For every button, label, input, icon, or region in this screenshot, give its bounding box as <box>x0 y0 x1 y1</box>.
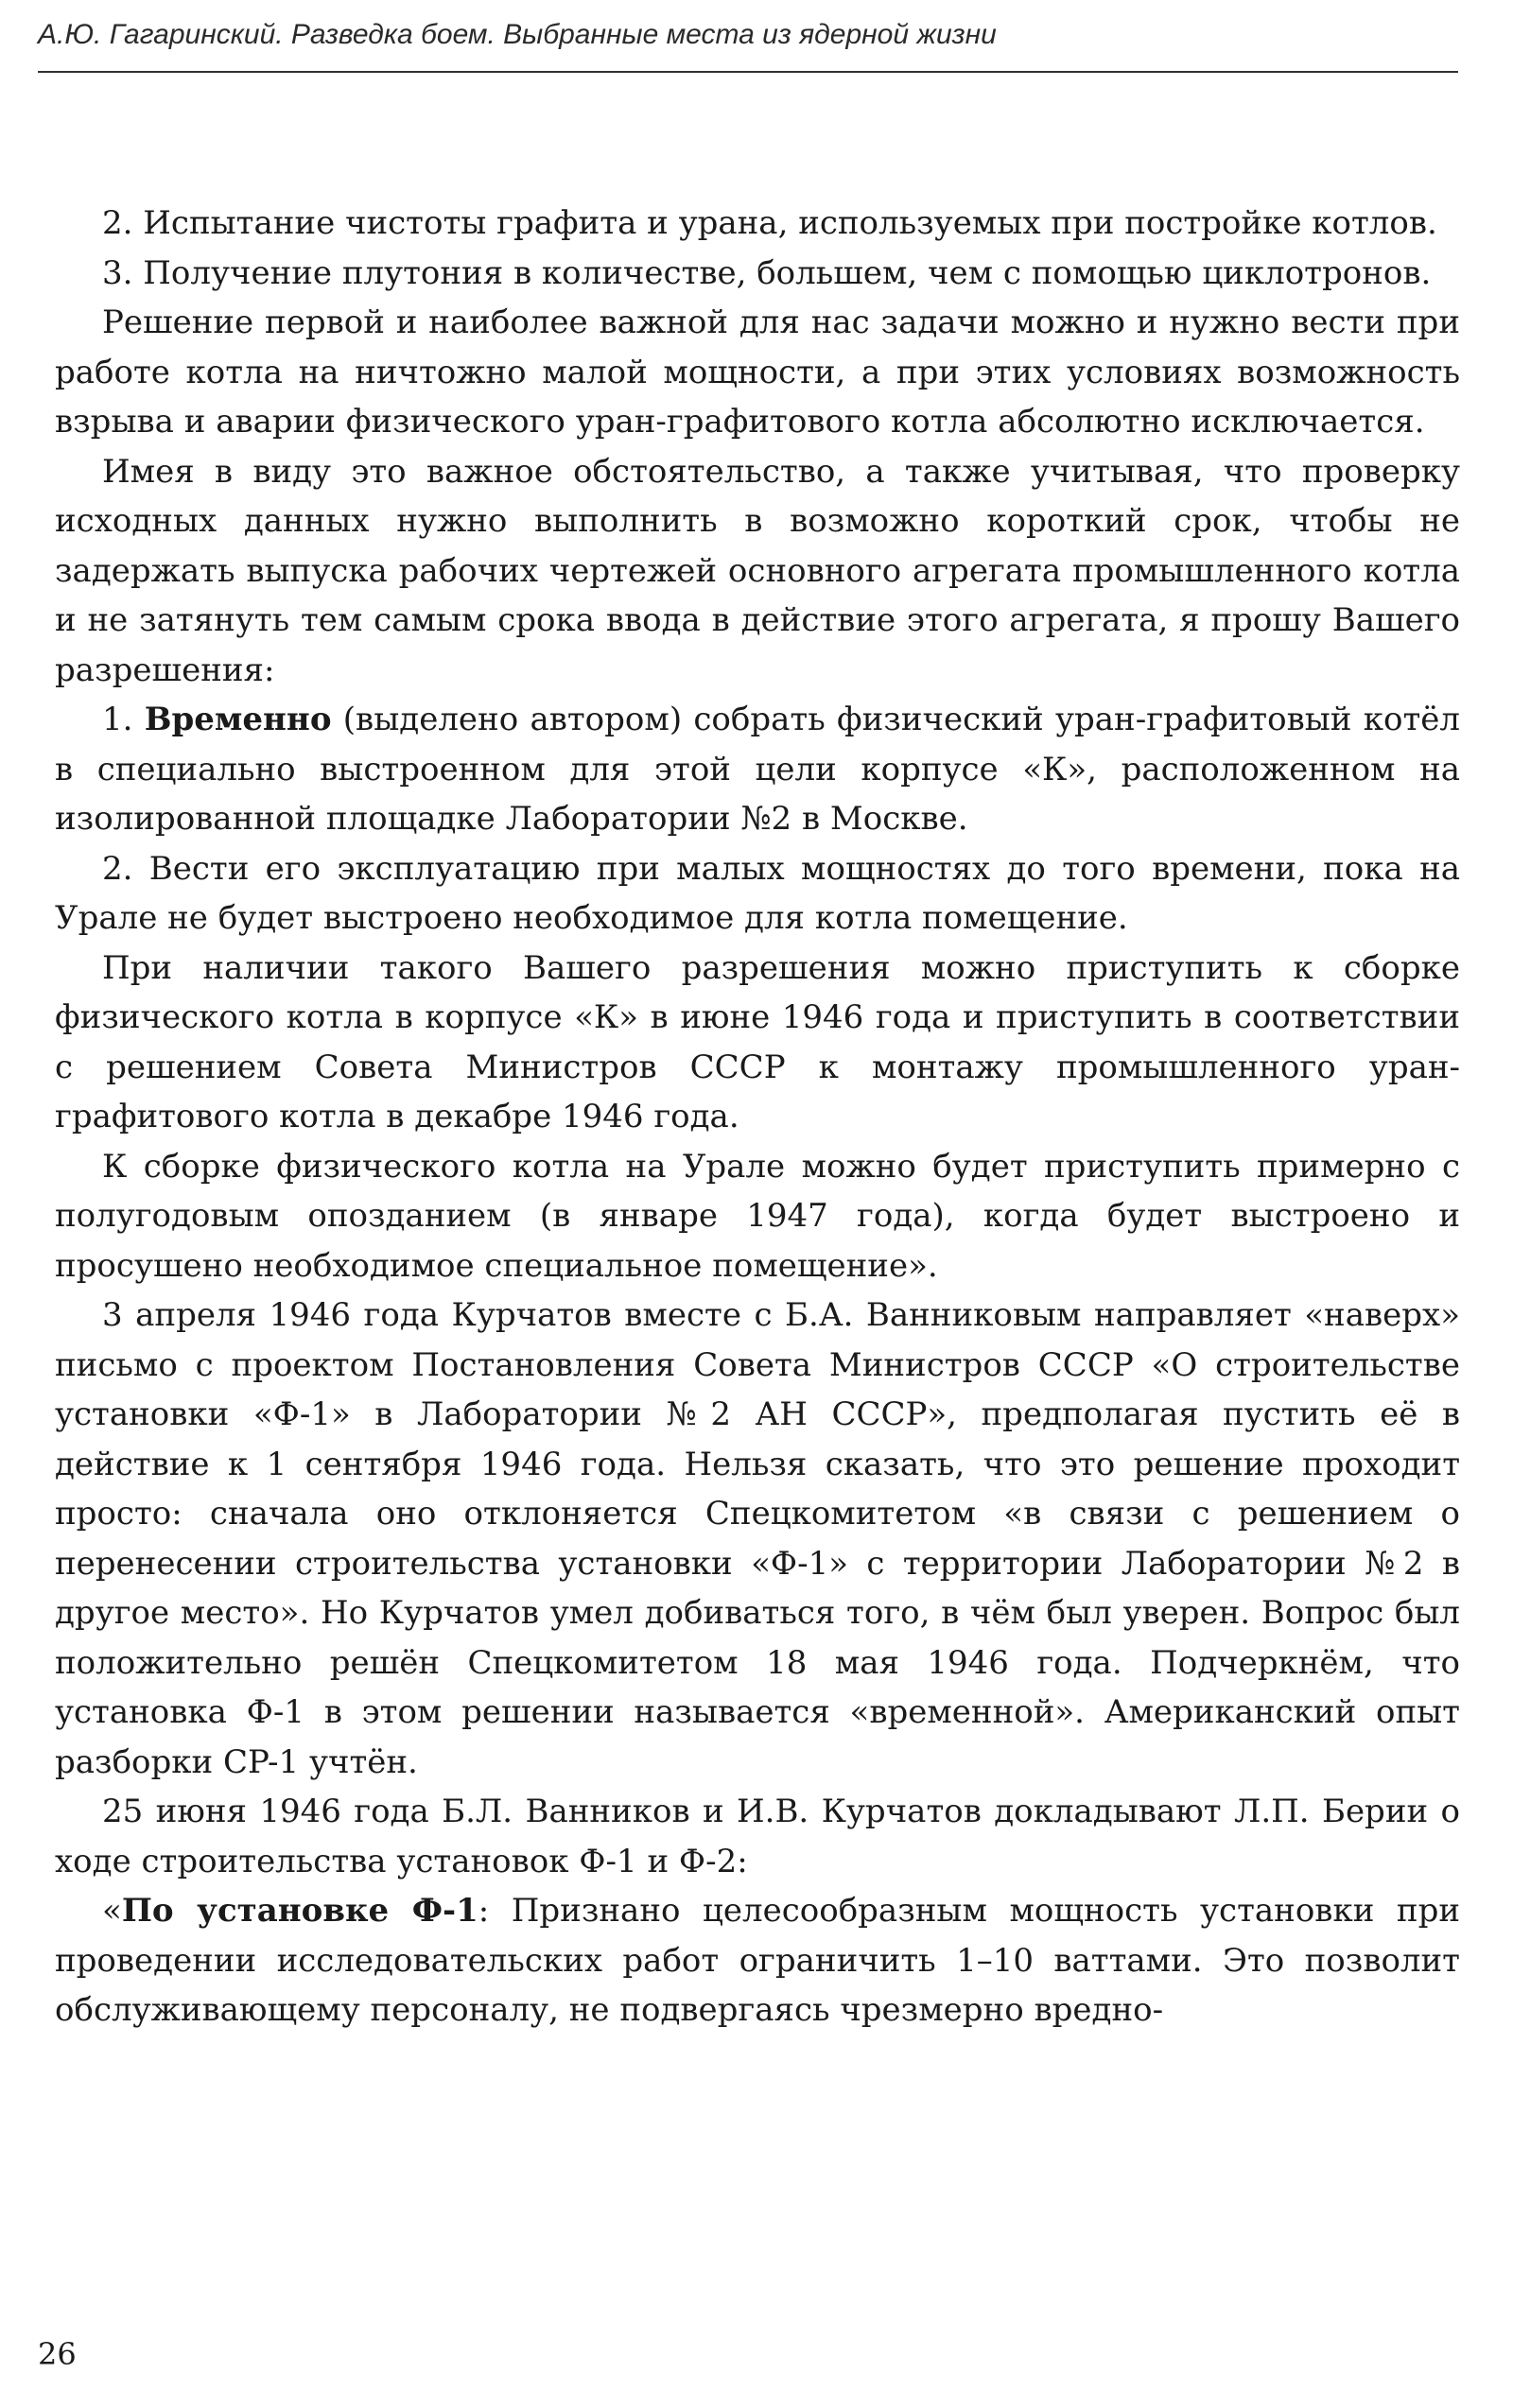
list-number: 1. <box>102 701 145 738</box>
paragraph: При наличии такого Вашего разрешения можно приступить к сборке физического котла в корпусе «К» в июне 1946 года и приступить в соответствии с решением Совета Министров СССР к монтажу промышленного уран-графитового котла в декабре 1946 года. <box>55 948 1460 1135</box>
paragraph <box>55 1886 1460 2036</box>
page-number: 26 <box>38 2336 77 2372</box>
running-head: А.Ю. Гагаринский. Разведка боем. Выбранные места из ядерной жизни <box>38 19 997 50</box>
paragraph: 2. Испытание чистоты графита и урана, используемых при постройке котлов. <box>102 204 1437 242</box>
paragraph: 3. Получение плутония в количестве, большем, чем с помощью циклотронов. <box>102 253 1432 292</box>
body-text <box>55 199 1460 2036</box>
paragraph <box>55 695 1460 844</box>
paragraph-text: : Признано целесообразным мощность установки при проведении исследовательских работ ограничить 1–10 ваттами. Это позволит обслуживающему персоналу, не подвергаясь чрезмерно вредно- <box>55 1892 1461 2029</box>
emphasis-bold: Временно <box>144 701 332 738</box>
paragraph: 2. Вести его эксплуатацию при малых мощностях до того времени, пока на Урале не будет выстроено необходимое для котла помещение. <box>55 849 1460 937</box>
paragraph-text: (выделено автором) собрать физический уран-графитовый котёл в специально выстроенном для этой цели корпусе «К», расположенном на изолированной площадке Лаборатории №2 в Москве. <box>55 701 1460 838</box>
paragraph: Решение первой и наиболее важной для нас задачи можно и нужно вести при работе котла на ничтожно малой мощности, а при этих условиях возможность взрыва и аварии физического уран-графитового котла абсолютно исключается. <box>55 303 1460 441</box>
paragraph: К сборке физического котла на Урале можно будет приступить примерно с полугодовым опозданием (в январе 1947 года), когда будет выстроено и просушено необходимое специальное помещение». <box>55 1147 1460 1285</box>
paragraph: 25 июня 1946 года Б.Л. Ванников и И.В. Курчатов докладывают Л.П. Берии о ходе строительства установок Ф-1 и Ф-2: <box>55 1793 1460 1880</box>
open-quote: « <box>102 1892 122 1930</box>
paragraph: 3 апреля 1946 года Курчатов вместе с Б.А. Ванниковым направляет «наверх» письмо с проектом Постановления Совета Министров СССР «О строительстве установки «Ф-1» в Лаборатории №2 АН СССР», предполагая пустить её в действие к 1 сентября 1946 года. Нельзя сказать, что это решение проходит просто: сначала оно отклоняется Спецкомитетом «в связи с решением о перенесении строительства установки «Ф-1» с территории Лаборатории №2 в другое место». Но Курчатов умел добиваться того, в чём был уверен. Вопрос был положительно решён Спецкомитетом 18 мая 1946 года. Подчеркнём, что установка Ф-1 в этом решении называется «временной». Американский опыт разборки CP-1 учтён. <box>55 1296 1460 1781</box>
emphasis-bold: По установке Ф-1 <box>121 1892 478 1930</box>
paragraph: Имея в виду это важное обстоятельство, а также учитывая, что проверку исходных данных нужно выполнить в возможно короткий срок, чтобы не задержать выпуска рабочих чертежей основного агрегата промышленного котла и не затянуть тем самым срока ввода в действие этого агрегата, я прошу Вашего разрешения: <box>55 452 1460 689</box>
header-rule <box>38 71 1458 73</box>
